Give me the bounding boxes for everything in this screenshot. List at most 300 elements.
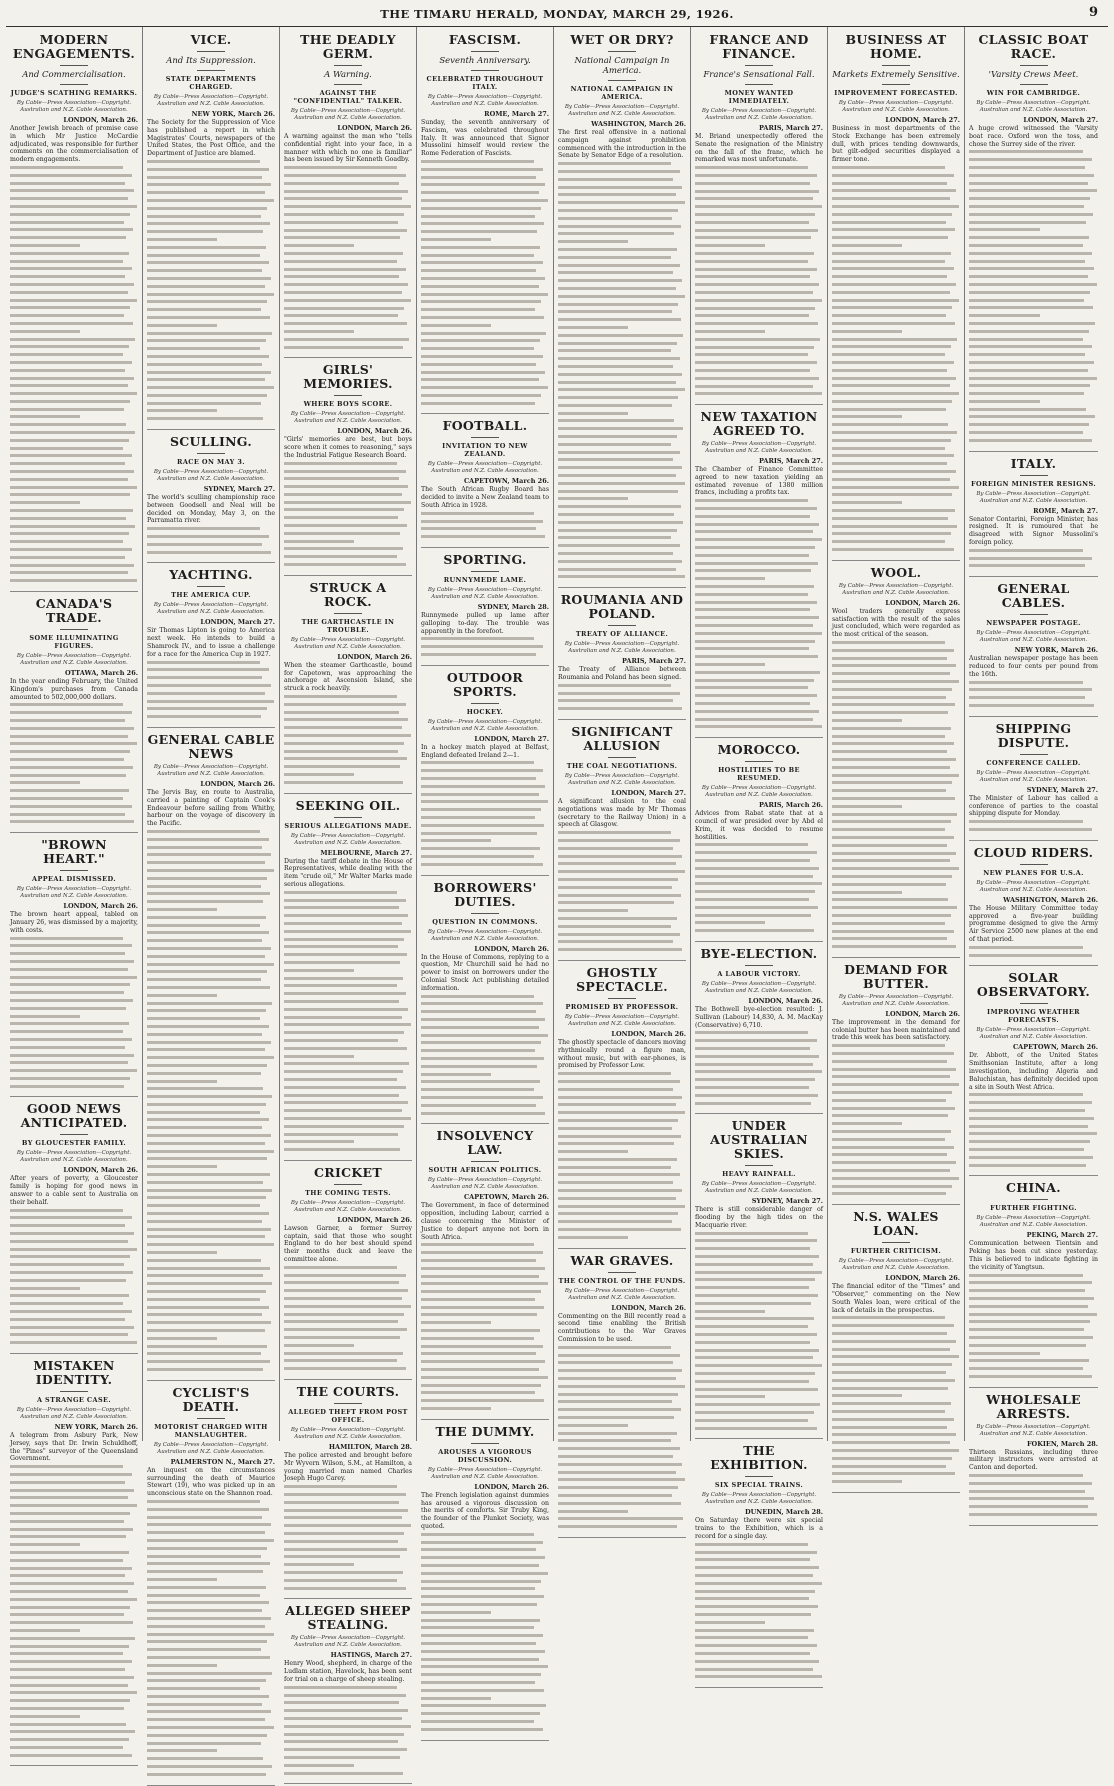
text-line (695, 585, 814, 588)
text-line (695, 718, 813, 721)
article-text-lines (695, 843, 823, 932)
text-line (284, 1008, 408, 1011)
text-line (969, 549, 1083, 552)
article-dateline: SYDNEY, March 27. (751, 1197, 823, 1206)
text-line (558, 310, 672, 313)
text-line (147, 1306, 269, 1309)
cable-credit: By Cable—Press Association—Copyright. Australian and N.Z. Cable Association. (976, 1215, 1091, 1229)
cable-credit: By Cable—Press Association—Copyright. Australian and N.Z. Cable Association. (701, 108, 817, 121)
text-line (421, 1337, 534, 1340)
text-line (284, 1740, 398, 1743)
text-line (284, 1733, 404, 1736)
text-line (10, 501, 80, 504)
text-line (558, 419, 674, 422)
text-line (969, 415, 1095, 418)
text-line (421, 363, 536, 366)
text-line (695, 252, 814, 255)
article-headline: MISTAKEN IDENTITY. (33, 1358, 115, 1388)
text-line (147, 1243, 274, 1246)
article-body: In the year ending February, the United Kingdom's purchases from Canada amounted to 502,000,000 dollars. (10, 678, 138, 701)
text-line (147, 293, 274, 296)
text-line (147, 1165, 217, 1168)
text-line (832, 189, 956, 192)
text-line (10, 1216, 132, 1219)
text-line (10, 1069, 137, 1072)
text-line (558, 342, 677, 345)
text-line (832, 283, 956, 286)
text-line (10, 377, 134, 380)
text-line (969, 1336, 1093, 1339)
text-line (421, 199, 548, 202)
article-text-lines (558, 1346, 686, 1528)
text-line (832, 1387, 948, 1390)
article-subheading: A Warning. (324, 70, 372, 80)
text-line (558, 933, 680, 936)
article-body: The world's sculling championship race between Goodsell and Neal will be decided on Monday, May 3, on the Parramatta river. (147, 494, 275, 525)
text-line (558, 1072, 671, 1075)
text-line (695, 875, 813, 878)
text-line (421, 316, 544, 319)
text-line (284, 244, 354, 247)
article-body: The French legislation against dummies has aroused a vigorous discussion on the merits of comforts. Sir Truby King, the founder of the Plunket Society, was quoted. (421, 1491, 549, 1531)
headline-rule (60, 84, 88, 85)
article-headline: SPORTING. (443, 552, 527, 568)
text-line (969, 1305, 1088, 1308)
text-line (695, 1031, 808, 1034)
text-line (284, 1493, 406, 1496)
text-line (10, 1746, 123, 1749)
text-line (10, 369, 125, 372)
text-line (832, 1044, 945, 1047)
article (421, 671, 549, 876)
article-caps-heading: FOREIGN MINISTER RESIGNS. (970, 479, 1097, 488)
text-line (284, 221, 398, 224)
article (421, 33, 549, 414)
text-line (147, 994, 217, 997)
text-line (832, 1099, 946, 1102)
article-text-lines (284, 462, 412, 566)
text-line (558, 256, 671, 259)
article-headline: BORROWERS' DUTIES. (433, 879, 537, 909)
article-caps-heading: SERIOUS ALLEGATIONS MADE. (284, 821, 412, 830)
article-body: Sunday, the seventh anniversary of Fascism, was celebrated throughout Italy. It was announced that Signor Mussolini himself would review the Rome Federation of Fascists. (421, 119, 549, 158)
text-line (695, 906, 818, 909)
article (695, 1119, 823, 1439)
text-line (832, 937, 947, 940)
text-line (695, 1063, 813, 1066)
text-line (10, 423, 126, 426)
text-line (558, 1502, 681, 1505)
text-line (147, 1134, 271, 1137)
text-line (147, 1126, 262, 1129)
text-line (421, 285, 539, 288)
text-line (10, 1061, 128, 1064)
text-line (147, 1095, 272, 1098)
text-line (10, 774, 126, 777)
text-line (421, 1321, 491, 1324)
cable-credit: By Cable—Press Association—Copyright. Australian and N.Z. Cable Association. (16, 100, 132, 113)
text-line (284, 773, 354, 776)
article-headline: THE COURTS. (296, 1384, 400, 1400)
headline-rule (471, 51, 499, 52)
text-line (558, 940, 673, 943)
text-line (10, 1333, 128, 1336)
text-line (832, 742, 954, 745)
text-line (832, 486, 959, 489)
column-6 (691, 27, 828, 1540)
text-line (969, 283, 1097, 286)
text-line (284, 166, 397, 169)
text-line (695, 346, 814, 349)
text-line (969, 1313, 1097, 1316)
text-line (284, 1485, 397, 1488)
text-line (10, 1621, 133, 1624)
text-line (147, 1033, 262, 1036)
article-headline: DEMAND FOR BUTTER. (844, 961, 948, 991)
text-line (147, 543, 262, 546)
headline-rule (334, 817, 362, 818)
text-line (832, 447, 945, 450)
text-line (558, 1142, 674, 1145)
article-dateline: PARIS, March 26. (759, 801, 823, 810)
text-line (695, 1558, 810, 1561)
text-line (284, 1328, 407, 1331)
text-line (558, 349, 671, 352)
text-line (969, 322, 1095, 325)
text-line (10, 1085, 124, 1088)
text-line (832, 1161, 956, 1164)
text-line (969, 361, 1094, 364)
text-line (695, 291, 813, 294)
text-line (147, 1710, 271, 1713)
text-line (695, 314, 809, 317)
text-line (284, 338, 409, 341)
text-line (147, 1056, 274, 1059)
article-headline: ALLEGED SHEEP STEALING. (285, 1603, 411, 1633)
text-line (695, 260, 808, 263)
text-line (10, 937, 123, 940)
article-headline: CANADA'S TRADE. (35, 596, 113, 626)
article-headline: GOOD NEWS ANTICIPATED. (20, 1101, 128, 1131)
article-dateline: LONDON, March 26. (885, 598, 960, 607)
text-line (969, 1505, 1088, 1508)
text-line (147, 261, 269, 264)
headline-rule (745, 65, 773, 66)
article-dateline: PARIS, March 27. (759, 124, 823, 132)
text-line (421, 207, 541, 210)
text-line (10, 431, 135, 434)
text-line (421, 1712, 540, 1715)
text-line (284, 1772, 403, 1775)
article-headline: FASCISM. (448, 32, 522, 47)
text-line (147, 355, 269, 358)
text-line (421, 1619, 540, 1622)
text-line (558, 568, 676, 571)
text-line (832, 1169, 950, 1172)
article-body: Runnymede pulled up lame after galloping to-day. The trouble was apparently in the forefoot. (421, 612, 549, 635)
text-line (832, 299, 959, 302)
article-body: The first real offensive in a national campaign against prohibition commenced with the introduction in the Senate by Senator Edge of a resolution. (558, 129, 686, 160)
article-dateline: LONDON, March 26. (474, 944, 549, 953)
text-line (284, 1094, 399, 1097)
text-line (147, 1196, 266, 1199)
text-line (832, 454, 954, 457)
text-line (147, 1703, 262, 1706)
text-line (147, 246, 266, 249)
headline-rule (745, 1476, 773, 1477)
text-line (695, 1341, 810, 1344)
text-line (421, 1541, 543, 1544)
text-line (10, 1504, 137, 1507)
text-line (284, 1078, 397, 1081)
article-text-lines (284, 166, 412, 348)
article (969, 1181, 1098, 1387)
text-line (558, 1103, 676, 1106)
article-headline: GENERAL CABLE NEWS (147, 732, 275, 762)
text-line (147, 1734, 267, 1737)
article-caps-heading: TREATY OF ALLIANCE. (575, 630, 669, 639)
text-line (10, 353, 123, 356)
article-body: The Bothwell bye-election resulted: J. Sullivan (Labour) 14,830, A. M. MacKay (Conservative) 6,710. (695, 1005, 823, 1029)
text-line (695, 890, 815, 893)
text-line (10, 1528, 133, 1531)
article (558, 725, 686, 961)
text-line (147, 676, 262, 679)
text-line (147, 1562, 270, 1565)
article-caps-heading: STATE DEPARTMENTS CHARGED. (165, 75, 257, 91)
text-line (832, 1433, 956, 1436)
article-caps-heading: IMPROVEMENT FORECASTED. (834, 89, 958, 97)
text-line (10, 1318, 125, 1321)
headline-rule (1020, 84, 1048, 85)
text-line (558, 271, 673, 274)
column-1 (6, 27, 143, 1463)
text-line (147, 1267, 270, 1270)
text-line (10, 486, 137, 489)
cable-credit: By Cable—Press Association—Copyright. Australian and N.Z. Cable Association. (976, 769, 1091, 783)
text-line (284, 1540, 398, 1543)
article-caps-heading: SIX SPECIAL TRAINS. (714, 1481, 804, 1490)
article-headline: MODERN ENGAGEMENTS. (12, 32, 136, 61)
article (10, 597, 138, 833)
article-text-lines (10, 703, 138, 823)
text-line (695, 1271, 822, 1274)
text-line (558, 1486, 678, 1489)
text-line (10, 1007, 126, 1010)
cable-credit: By Cable—Press Association—Copyright. Australian and N.Z. Cable Association. (16, 886, 132, 900)
text-line (695, 1636, 808, 1639)
text-line (558, 1447, 680, 1450)
text-line (558, 1494, 672, 1497)
article (421, 1425, 549, 1741)
text-line (832, 1153, 947, 1156)
article (147, 733, 275, 1381)
text-line (10, 1574, 125, 1577)
text-line (421, 1282, 548, 1285)
article (969, 1393, 1098, 1526)
headline-rule (60, 629, 88, 630)
text-line (558, 396, 678, 399)
text-line (284, 508, 404, 511)
headline-rule (471, 70, 499, 71)
text-line (832, 875, 952, 878)
text-line (284, 260, 397, 263)
text-line (284, 1367, 406, 1370)
text-line (558, 466, 682, 469)
text-line (10, 478, 128, 481)
article-dateline: NEW YORK, March 26. (54, 1423, 138, 1432)
text-line (969, 213, 1093, 216)
text-line (695, 1047, 810, 1050)
text-line (10, 1489, 134, 1492)
text-line (832, 1324, 954, 1327)
text-line (695, 385, 813, 388)
text-line (421, 1399, 544, 1402)
article-body: The Society for the Suppression of Vice has published a report in which Magistrates' Courts, newspapers of the United States, the Post Office, and the Department of Justice are blamed. (147, 119, 275, 158)
text-line (10, 275, 125, 278)
text-line (147, 978, 261, 981)
text-line (969, 236, 1089, 239)
text-line (695, 921, 765, 924)
text-line (10, 221, 124, 224)
text-line (284, 1297, 402, 1300)
text-line (147, 684, 271, 687)
text-line (284, 252, 403, 255)
text-line (832, 478, 950, 481)
article-caps-heading: PROMISED BY PROFESSOR. (565, 1002, 679, 1011)
cable-credit: By Cable—Press Association—Copyright. Australian and N.Z. Cable Association. (976, 1423, 1091, 1437)
text-line (832, 369, 947, 372)
text-line (832, 462, 947, 465)
text-line (832, 1146, 954, 1149)
cable-credit: By Cable—Press Association—Copyright. Australian and N.Z. Cable Association. (153, 94, 269, 107)
article-text-lines (421, 761, 549, 865)
text-line (147, 900, 263, 903)
text-line (832, 228, 955, 231)
text-line (147, 1220, 262, 1223)
text-line (558, 240, 628, 243)
text-line (421, 777, 536, 780)
article-text-lines (284, 695, 412, 784)
article-dateline: PARIS, March 27. (759, 457, 823, 466)
text-line (558, 1385, 685, 1388)
text-line (969, 267, 1094, 270)
article-headline: FOOTBALL. (442, 418, 528, 434)
article-body: A telegram from Asbury Park, New Jersey, says that Dr. Irwin Schuldhoff, the "Pines" surveyor of the Queensland Government. (10, 1432, 138, 1463)
article-text-lines (421, 1243, 549, 1410)
text-line (695, 1055, 819, 1058)
text-line (695, 1597, 809, 1600)
text-line (147, 1228, 271, 1231)
headline-rule (608, 51, 636, 52)
text-line (284, 485, 408, 488)
text-line (558, 505, 681, 508)
headline-rule (608, 625, 636, 626)
article-text-lines (832, 641, 960, 948)
text-line (695, 507, 817, 510)
text-line (969, 1359, 1089, 1362)
text-line (695, 569, 811, 572)
text-line (284, 1587, 406, 1590)
text-line (695, 882, 822, 885)
text-line (969, 244, 1083, 247)
article (421, 1129, 549, 1420)
text-line (147, 1360, 270, 1363)
text-line (832, 711, 948, 714)
article-body: In the House of Commons, replying to a question, Mr Churchill said he had no power to insist on borrowers under the Colonial Stock Act publishing detailed information. (421, 953, 549, 992)
article-headline: CYCLIST'S DEATH. (172, 1384, 250, 1414)
text-line (969, 369, 1088, 372)
text-line (147, 386, 274, 389)
text-line (695, 898, 809, 901)
article-dateline: CAPETOWN, March 26. (464, 477, 549, 486)
text-line (284, 1579, 397, 1582)
text-line (558, 248, 677, 251)
text-line (695, 624, 813, 627)
text-line (832, 182, 947, 185)
text-line (558, 1228, 681, 1231)
text-line (10, 283, 134, 286)
text-line (558, 209, 678, 212)
article-body: A significant allusion to the coal negotiations was made by Mr Thomas (secretary to the Railway Union) in a speech at Glasgow. (558, 798, 686, 829)
text-line (147, 692, 265, 695)
text-line (832, 805, 902, 808)
text-line (421, 347, 534, 350)
text-line (10, 291, 128, 294)
text-line (147, 1578, 217, 1581)
text-line (832, 1355, 959, 1358)
text-line (284, 1109, 402, 1112)
article-headline: NEW TAXATION AGREED TO. (700, 409, 818, 439)
text-line (969, 150, 1083, 153)
text-line (695, 197, 813, 200)
text-line (421, 1572, 548, 1575)
cable-credit: By Cable—Press Association—Copyright. Australian and N.Z. Cable Association. (838, 993, 954, 1007)
text-line (421, 1720, 534, 1723)
text-line (832, 431, 957, 434)
text-line (832, 509, 955, 512)
text-line (147, 1212, 269, 1215)
text-line (832, 914, 951, 917)
text-line (969, 197, 1090, 200)
text-line (969, 228, 1040, 231)
text-line (10, 517, 126, 520)
article (421, 553, 549, 666)
article-text-lines (421, 160, 549, 405)
article-text-lines (421, 1533, 549, 1731)
text-line (147, 1329, 265, 1332)
article-text-lines (147, 1500, 275, 1776)
text-line (832, 1410, 945, 1413)
text-line (832, 727, 951, 730)
text-line (421, 1556, 545, 1559)
article-text-lines (695, 1031, 823, 1104)
text-line (284, 703, 406, 706)
text-line (10, 1271, 133, 1274)
text-line (969, 1289, 1085, 1292)
text-line (284, 1701, 399, 1704)
text-line (832, 548, 954, 551)
text-line (10, 166, 123, 169)
text-line (969, 704, 1094, 707)
text-line (558, 365, 673, 368)
text-line (558, 536, 671, 539)
text-line (284, 1352, 403, 1355)
text-line (695, 640, 815, 643)
text-line (421, 1049, 535, 1052)
text-line (421, 637, 534, 640)
text-line (421, 269, 536, 272)
